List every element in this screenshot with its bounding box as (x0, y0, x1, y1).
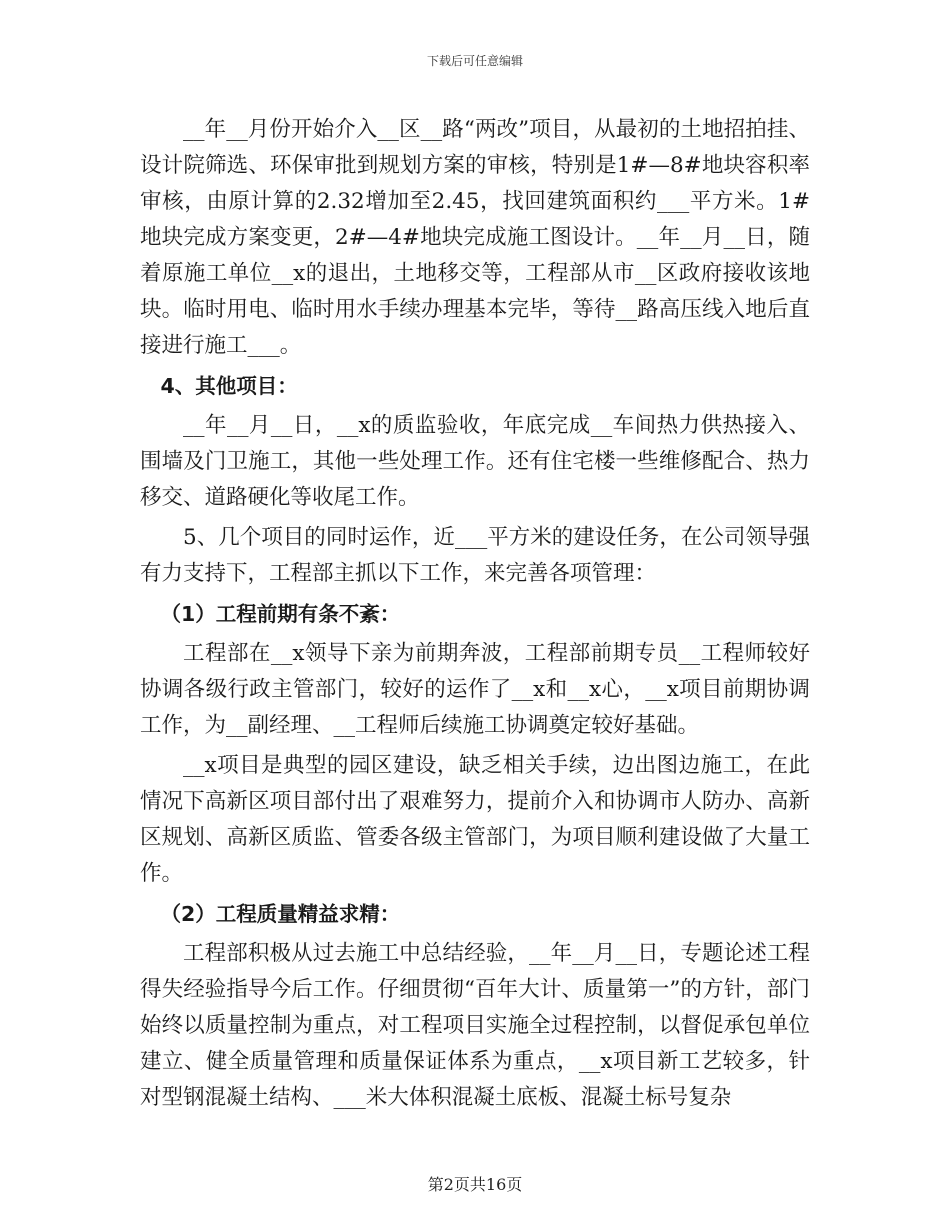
paragraph-multiple-projects: 5、几个项目的同时运作，近___平方米的建设任务，在公司领导强有力支持下，工程部主抓以下工作，来完善各项管理： (140, 525, 810, 586)
paragraph-other-projects: __年__月__日，__x的质监验收，年底完成__车间热力供热接入、围墙及门卫施工，其他一些处理工作。还有住宅楼一些维修配合、热力移交、道路硬化等收尾工作。 (140, 413, 810, 510)
page-header: 下载后可任意编辑 (426, 54, 523, 68)
paragraph-quality: 工程部积极从过去施工中总结经验，__年__月__日，专题论述工程得失经验指导今后工作。仔细贯彻“百年大计、质量第一”的方针，部门始终以质量控制为重点，对工程项目实施全过程控制，以督促承包单位建立、健全质量管理和质量保证体系为重点，__x项目新工艺较多，针对型钢混凝土结构、___米大体积混凝土底板、混凝土标号复杂 (140, 941, 810, 1110)
paragraph-project-intro: __年__月份开始介入__区__路“两改”项目，从最初的土地招拍挂、设计院筛选、环保审批到规划方案的审核，特别是1#—8#地块容积率审核，由原计算的2.32增加至2.45，找回建筑面积约___平方米。1#地块完成方案变更，2#—4#地块完成施工图设计。__年__月__日，随着原施工单位__x的退出，土地移交等，工程部从市__区政府接收该地块。临时用电、临时用水手续办理基本完毕，等待__路高压线入地后直接进行施工___。 (140, 117, 810, 358)
section-heading-other-projects: 4、其他项目： (160, 374, 298, 398)
document-body (140, 112, 810, 1116)
paragraph-early-stage: 工程部在__x领导下亲为前期奔波，工程部前期专员__工程师较好协调各级行政主管部门，较好的运作了__x和__x心，__x项目前期协调工作，为__副经理、__工程师后续施工协调奠定较好基础。 (140, 641, 810, 738)
paragraph-park-construction: __x项目是典型的园区建设，缺乏相关手续，边出图边施工，在此情况下高新区项目部付出了艰难努力，提前介入和协调市人防办、高新区规划、高新区质监、管委各级主管部门，为项目顺利建设做了大量工作。 (140, 753, 810, 886)
page-number-footer: 第2页共16页 (427, 1175, 523, 1194)
subheading-quality: （2）工程质量精益求精： (160, 902, 401, 926)
subheading-early-stage: （1）工程前期有条不紊： (160, 602, 401, 626)
